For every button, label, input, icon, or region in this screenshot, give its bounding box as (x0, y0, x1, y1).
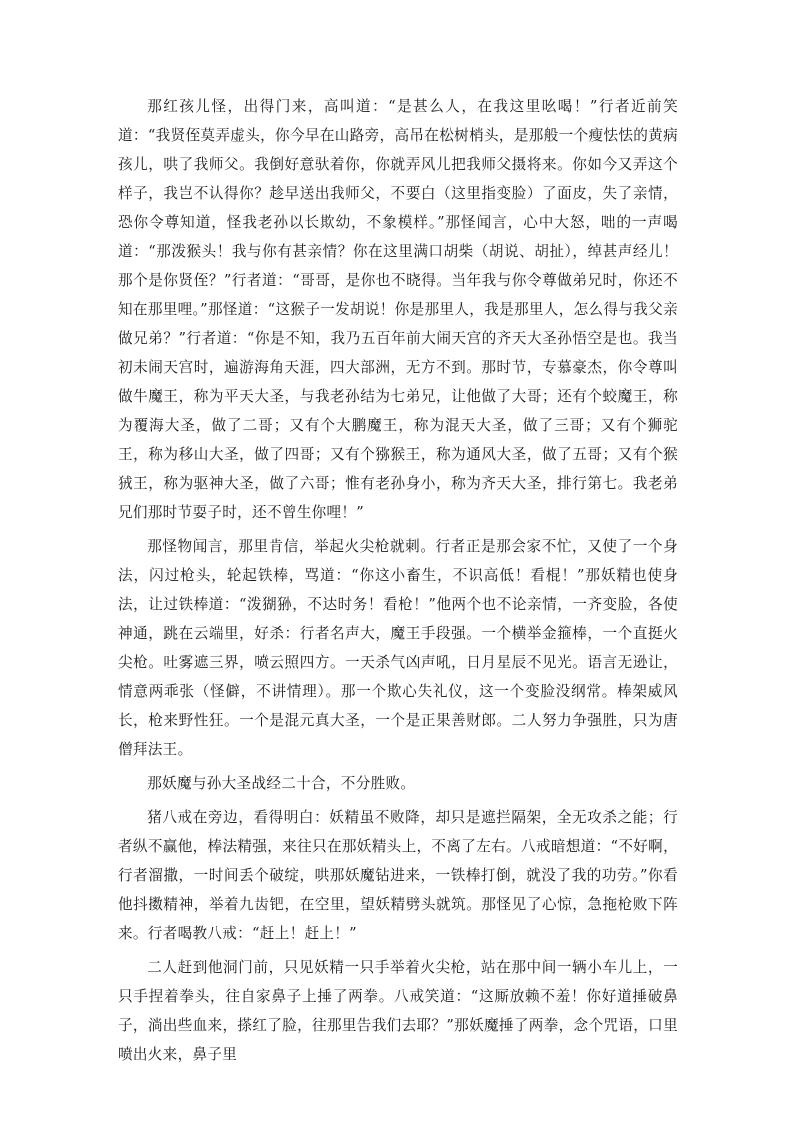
paragraph-1: 那红孩儿怪，出得门来，高叫道：“是甚么人，在我这里吆喝！”行者近前笑道：“我贤侄莫弄虚头，你今早在山路旁，高吊在松树梢头，是那般一个瘦怯怯的黄病孩儿，哄了我师父。我倒好意驮着你，你就弄风儿把我师父摄将来。你如今又弄这个样子，我岂不认得你？趁早送出我师父，不要白（这里指变脸）了面皮，失了亲情，恐你令尊知道，怪我老孙以长欺幼，不象模样。”那怪闻言，心中大怒，咄的一声喝道：“那泼猴头！我与你有甚亲情？你在这里满口胡柴（胡说、胡扯），绰甚声经儿！那个是你贤侄？”行者道：“哥哥，是你也不晓得。当年我与你令尊做弟兄时，你还不知在那里哩。”那怪道：“这猴子一发胡说！你是那里人，我是那里人，怎么得与我父亲做兄弟？”行者道：“你是不知，我乃五百年前大闹天宫的齐天大圣孙悟空是也。我当初未闹天宫时，遍游海角天涯，四大部洲，无方不到。那时节，专慕豪杰，你令尊叫做牛魔王，称为平天大圣，与我老孙结为七弟兄，让他做了大哥；还有个蛟魔王，称为覆海大圣，做了二哥；又有个大鹏魔王，称为混天大圣，做了三哥；又有个狮驼王，称为移山大圣，做了四哥；又有个猕猴王，称为通风大圣，做了五哥；又有个猴狨王，称为驱神大圣，做了六哥；惟有老孙身小，称为齐天大圣，排行第七。我老弟兄们那时节耍子时，还不曾生你哩！” (118, 98, 678, 521)
document-page (118, 92, 678, 1074)
paragraph-2: 那怪物闻言，那里肯信，举起火尖枪就刺。行者正是那会家不忙，又使了一个身法，闪过枪头，轮起铁棒，骂道：“你这小畜生，不识高低！看棍！”那妖精也使身法，让过铁棒道：“泼猢狲，不达时务！看枪！”他两个也不论亲情，一齐变脸，各使神通，跳在云端里，好杀：行者名声大，魔王手段强。一个横举金箍棒，一个直挺火尖枪。吐雾遮三界，喷云照四方。一天杀气凶声吼，日月星辰不见光。语言无逊让，情意两乖张（怪僻，不讲情理）。那一个欺心失礼仪，这一个变脸没纲常。棒架威风长，枪来野性狂。一个是混元真大圣，一个是正果善财郎。二人努力争强胜，只为唐僧拜法王。 (118, 538, 678, 758)
paragraph-3: 那妖魔与孙大圣战经二十合，不分胜败。 (147, 775, 416, 792)
paragraph-4: 猪八戒在旁边，看得明白：妖精虽不败降，却只是遮拦隔架，全无攻杀之能；行者纵不赢他，棒法精强，来往只在那妖精头上，不离了左右。八戒暗想道：“不好啊，行者溜撒，一时间丢个破绽，哄那妖魔钻进来，一铁棒打倒，就没了我的功劳。”你看他抖擞精神，举着九齿钯，在空里，望妖精劈头就筑。那怪见了心惊，急拖枪败下阵来。行者喝教八戒：“赶上！赶上！” (118, 809, 678, 942)
paragraph-5: 二人赶到他洞门前，只见妖精一只手举着火尖枪，站在那中间一辆小车儿上，一只手捏着拳头，往自家鼻子上捶了两拳。八戒笑道：“这厮放赖不羞！你好道捶破鼻子，淌出些血来，搽红了脸，往那里告我们去耶？”那妖魔捶了两拳，念个咒语，口里喷出火来，鼻子里 (118, 959, 678, 1063)
